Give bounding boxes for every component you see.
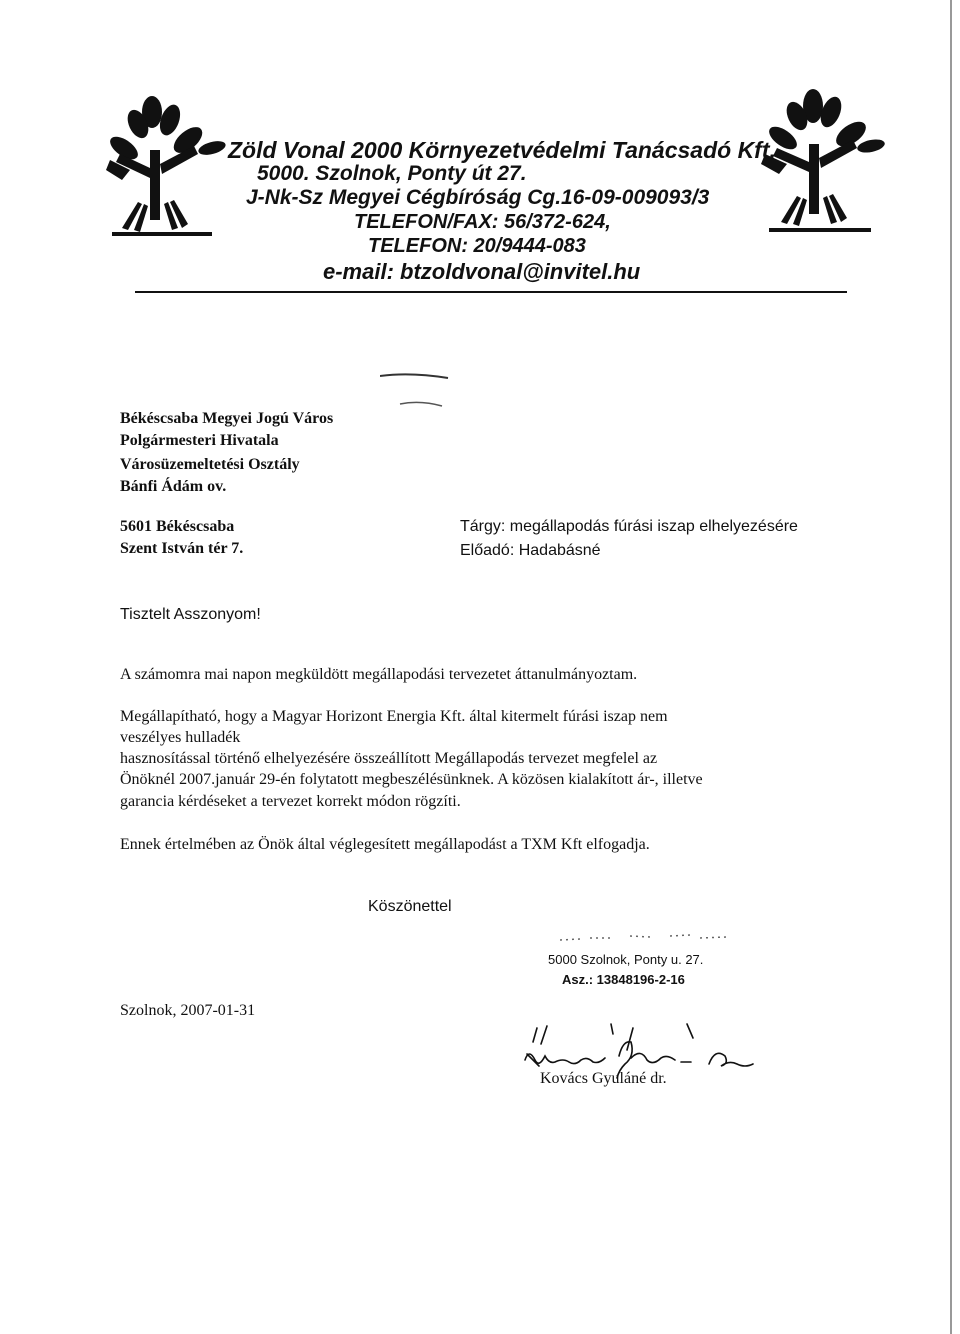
signatory-name: Kovács Gyuláné dr. [540,1070,667,1087]
recipient-line: Polgármesteri Hivatala [120,432,279,449]
paragraph-2-line: veszélyes hulladék [120,729,241,746]
paragraph-2-line: Megállapítható, hogy a Magyar Horizont Energia Kft. által kitermelt fúrási iszap nem [120,708,668,725]
stamp-border-mark [560,926,730,946]
company-registry: J-Nk-Sz Megyei Cégbíróság Cg.16-09-009093/3 [246,186,710,209]
company-email: e-mail: btzoldvonal@invitel.hu [323,259,641,284]
subject-line: Tárgy: megállapodás fúrási iszap elhelyezésére [460,518,798,535]
recipient-line: Békéscsaba Megyei Jogú Város [120,410,334,427]
paragraph-1: A számomra mai napon megküldött megállapodási tervezetet áttanulmányoztam. [120,666,638,683]
recipient-line: Bánfi Ádám ov. [120,478,227,495]
scan-edge [950,0,952,1334]
stamp-address: 5000 Szolnok, Ponty u. 27. [548,952,704,967]
recipient-line: Szent István tér 7. [120,540,244,557]
place-date: Szolnok, 2007-01-31 [120,1002,256,1019]
company-phone-fax: TELEFON/FAX: 56/372-624, [354,211,611,233]
recipient-line: 5601 Békéscsaba [120,518,235,535]
paragraph-2-line: garancia kérdéseket a tervezet korrekt módon rögzíti. [120,793,461,810]
salutation: Tisztelt Asszonyom! [120,606,261,623]
stamp-tax-id: Asz.: 13848196-2-16 [562,972,685,987]
scan-mark [380,364,460,414]
company-address: 5000. Szolnok, Ponty út 27. [257,162,527,185]
closing: Köszönettel [368,898,452,915]
paragraph-2-line: Önöknél 2007.január 29-én folytatott megbeszélésünknek. A közösen kialakított ár-, illetve [120,771,703,788]
paragraph-3: Ennek értelmében az Önök által véglegesített megállapodást a TXM Kft elfogadja. [120,836,650,853]
tree-logo-icon [102,90,232,240]
letterhead-divider [135,291,847,293]
company-name: Zöld Vonal 2000 Környezetvédelmi Tanácsadó Kft. [228,137,776,163]
company-phone: TELEFON: 20/9444-083 [368,235,586,257]
recipient-line: Városüzemeltetési Osztály [120,456,300,473]
author-line: Előadó: Hadabásné [460,542,601,559]
paragraph-2-line: hasznosítással történő elhelyezésére összeállított Megállapodás tervezet megfelel az [120,750,658,767]
